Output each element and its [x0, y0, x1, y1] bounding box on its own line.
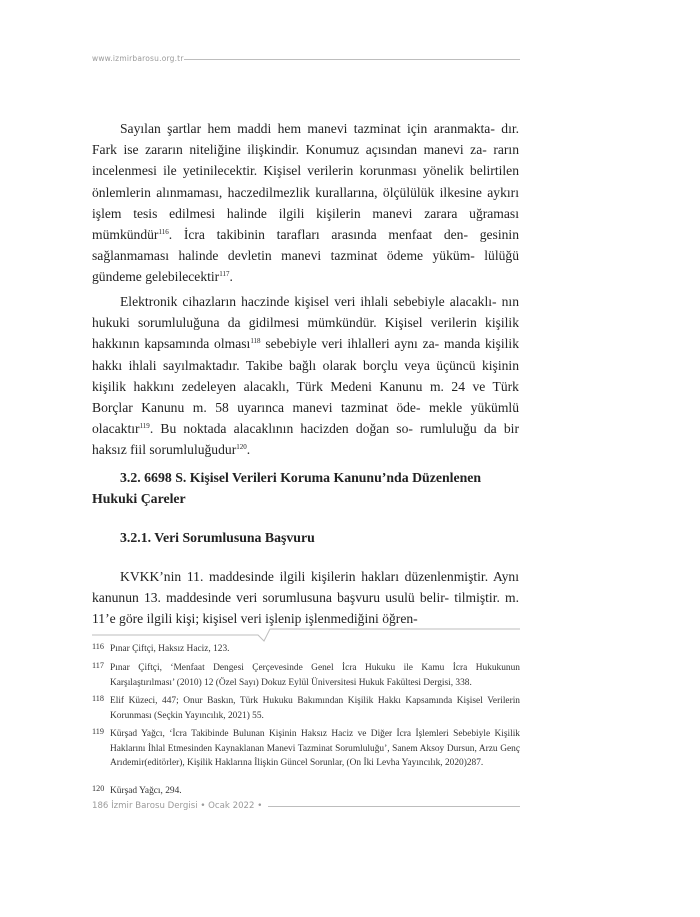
footnote-ref-116[interactable]: 116	[158, 228, 169, 237]
footnote-ref-117[interactable]: 117	[219, 270, 230, 279]
paragraph-2	[92, 291, 519, 461]
paragraph-1	[92, 118, 519, 288]
footnote-ref-120[interactable]: 120	[236, 443, 247, 452]
section-heading-3-2-line2: Hukuki Çareler	[92, 491, 186, 506]
paragraph-2-text: Elektronik cihazların haczinde kişisel veri ihlali sebebiyle alacaklı- nın hukuki sorumluluğuna da gidilmesi mümkündür. Kişisel verilerin kişilik hakkının kapsamında olması$^{118}$ sebebiyle veri ihlalleri aynı za- manda kişilik hakkı ihlali sayılmaktadır. Takibe bağlı olarak borçlu veya üçüncü kişinin kişilik hakkını zedeleyen alacaklı, Türk Medeni Kanunu m. 24 ve Türk Borçlar Kanunu m. 58 uyarınca manevi tazminat öde- mekle yükümlü olacaktır$^{119}$. Bu noktada alacaklının hacizden doğan so- rumluluğu da bir haksız fiil sorumluluğudur$^{120}$.	[92, 294, 520, 458]
section-heading-3-2-1	[92, 527, 519, 548]
footnote-ref-118[interactable]: 118	[250, 337, 261, 346]
paragraph-3-text: KVKK’nin 11. maddesinde ilgili kişilerin hakları düzenlenmiştir. Aynı kanunun 13. maddesinde veri sorumlusuna başvuru usulü belir- tilmiştir. m. 11’e göre ilgili kişi; kişisel veri işlenip işlenmediğini öğren-	[92, 569, 520, 627]
header-url: www.izmirbarosu.org.tr	[92, 54, 184, 63]
paragraph-1-text: Sayılan şartlar hem maddi hem manevi tazminat için aranmakta- dır. Fark ise zararın niteliğine ilişkindir. Konumuz açısından manevi za- rarın incelenmesi ile yetinilecektir. Kişisel verilerin korunması yönelik belirtilen önlemlerin alınmaması, haczedilmezlik kurallarına, ölçülülük ilkesine aykırı işlem tesis edilmesi halinde ilgili kişilerin manevi zarara uğraması mümkündür$^{116}$. İcra takibinin tarafları arasında menfaat den- gesinin sağlanmaması halinde devletin manevi tazminat ödeme yüküm- lülüğü gündeme gelebilecektir$^{117}$.	[92, 121, 520, 285]
section-heading-3-2-1-text: 3.2.1. Veri Sorumlusuna Başvuru	[120, 530, 315, 545]
footnote-118: 118 Elif Küzeci, 447; Onur Baskın, Türk Hukuku Bakımından Kişilik Hakkı Kapsamında Kişisel Verilerin Korunması (Seçkin Yayıncılık, 2021) 55.	[92, 694, 520, 721]
footer-rule	[268, 806, 520, 807]
header-rule	[184, 59, 520, 60]
footer-text: 186 İzmir Barosu Dergisi • Ocak 2022 •	[92, 801, 263, 811]
footnote-119: 119 Kürşad Yağcı, ‘İcra Takibinde Bulunan Kişinin Haksız Haciz ve Diğer İcra İşlemleri Sebebiyle Kişilik Haklarını İhlal Etmesinden Kaynaklanan Manevi Tazminat Sorumluluğu’, Sanem Aksoy Dursun, Arzu Genç Arıdemir(editörler), Kişilik Haklarına İlişkin Güncel Sorunlar, (On İki Levha Yayıncılık, 2020)287.	[92, 727, 520, 769]
footnote-117: 117 Pınar Çiftçi, ‘Menfaat Dengesi Çerçevesinde Genel İcra Hukuku ile Kamu İcra Hukukunun Karşılaştırılması’ (2010) 12 (Özel Sayı) Dokuz Eylül Üniversitesi Hukuk Fakültesi Dergisi, 338.	[92, 661, 520, 688]
section-heading-3-2-line1: 3.2. 6698 S. Kişisel Verileri Koruma Kanunu’nda Düzenlenen	[120, 470, 482, 485]
footnote-ref-119[interactable]: 119	[139, 422, 150, 431]
section-heading-3-2	[92, 467, 519, 509]
paragraph-3	[92, 566, 519, 630]
footnote-116: 116 Pınar Çiftçi, Haksız Haciz, 123.	[92, 642, 230, 654]
footnote-separator	[92, 628, 520, 642]
footnote-120: 120 Kürşad Yağcı, 294.	[92, 784, 182, 796]
